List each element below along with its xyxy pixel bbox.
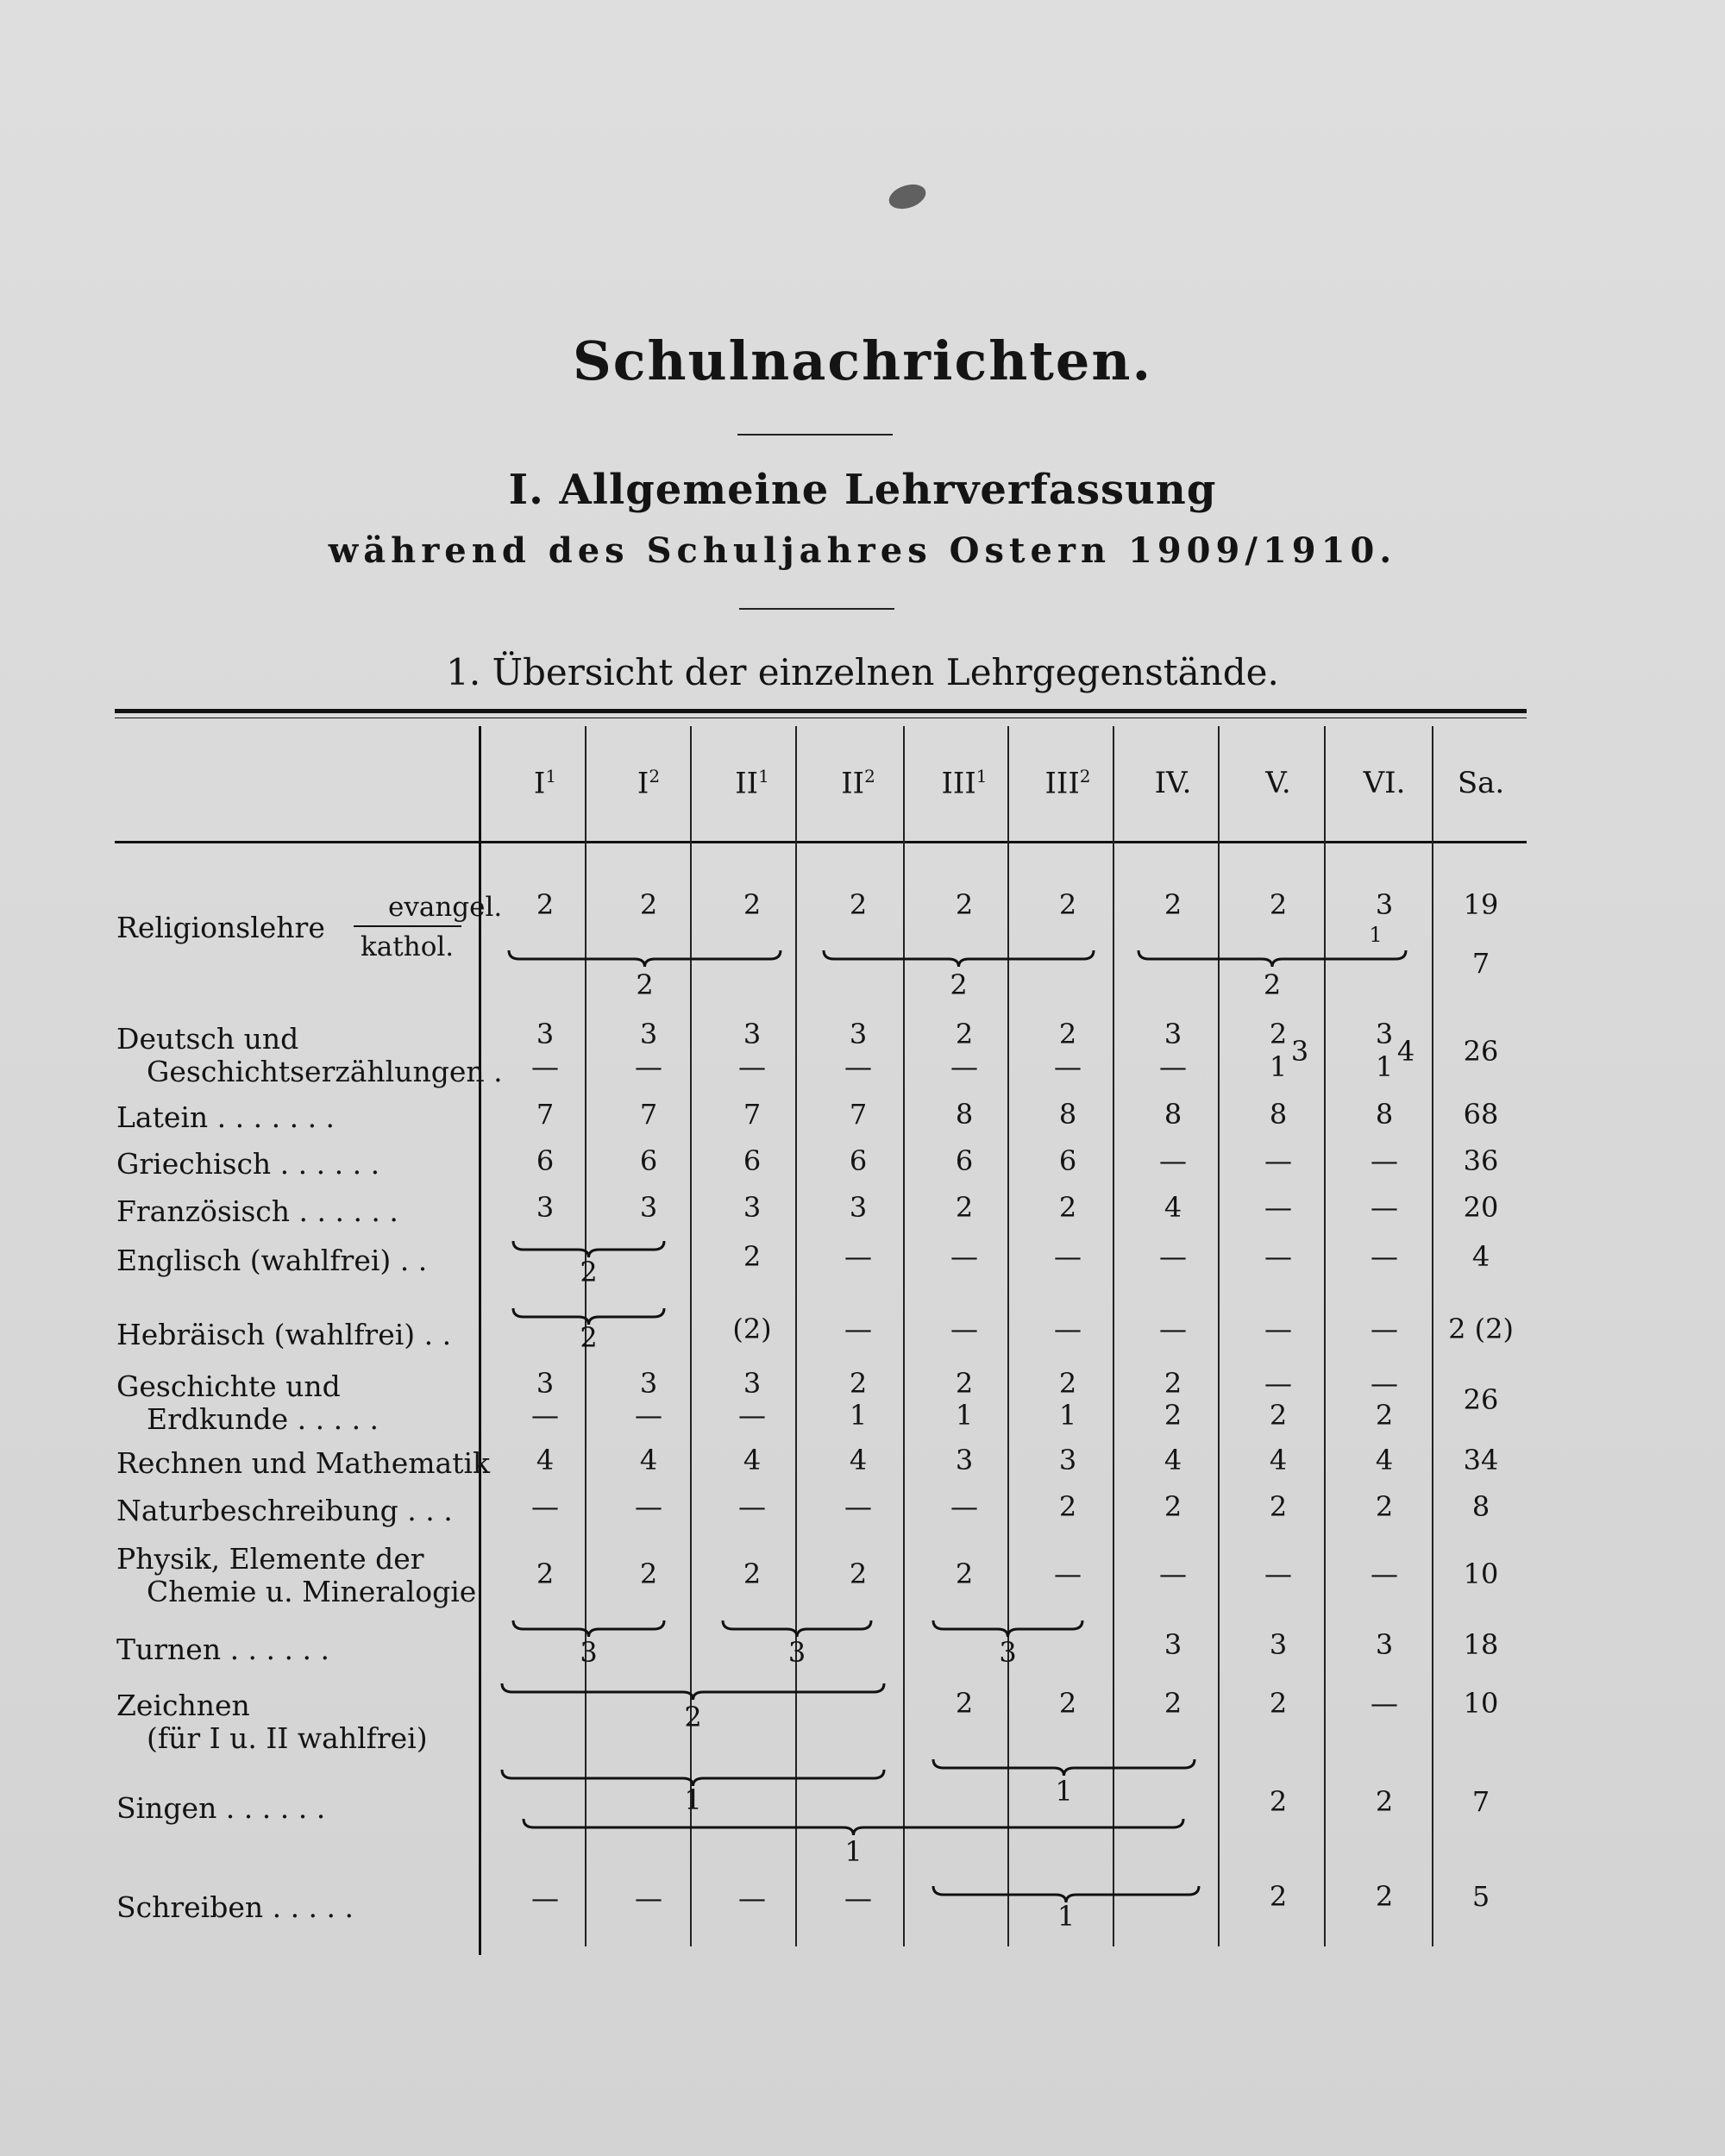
- column-header: [917, 766, 1012, 800]
- table-cell: 3: [849, 1191, 868, 1224]
- table-cell: 19: [1463, 888, 1499, 921]
- table-cell: —: [1264, 1557, 1292, 1590]
- table-cell: —: [1264, 1367, 1292, 1400]
- table-cell: 2: [955, 1687, 974, 1720]
- table-cell: 8: [1058, 1098, 1077, 1131]
- table-cell: 7: [743, 1098, 762, 1131]
- table-top-rule: [115, 709, 1527, 713]
- table-cell: 4: [1396, 1035, 1415, 1068]
- table-cell: 5: [1471, 1880, 1490, 1913]
- grouping-brace: [513, 1619, 664, 1638]
- section-divider: [739, 608, 894, 610]
- table-cell: 4: [536, 1444, 555, 1476]
- column-rule: [795, 726, 797, 1946]
- row-label: Geschichtserzählungen .: [147, 1055, 503, 1088]
- column-header: [1231, 766, 1326, 800]
- row-label: Erdkunde . . . . .: [147, 1402, 380, 1436]
- table-cell: —: [738, 1882, 766, 1915]
- column-rule: [903, 726, 905, 1946]
- table-cell: —: [1371, 1313, 1398, 1345]
- table-cell: 3: [1269, 1628, 1288, 1661]
- table-cell: —: [738, 1050, 766, 1083]
- table-cell: 8: [1375, 1098, 1394, 1131]
- table-cell: —: [1159, 1313, 1187, 1345]
- table-cell: 2: [955, 1367, 974, 1400]
- table-cell: 3: [639, 1367, 658, 1400]
- row-label: Griechisch . . . . . .: [116, 1147, 380, 1181]
- table-cell: 6: [639, 1144, 658, 1177]
- table-cell: 3: [536, 1367, 555, 1400]
- table-cell: 6: [849, 1144, 868, 1177]
- table-cell: 3: [639, 1018, 658, 1050]
- section-title: I. Allgemeine Lehrverfassung: [508, 466, 1217, 514]
- table-cell: 1: [684, 1783, 702, 1816]
- table-cell: 1: [955, 1399, 974, 1432]
- column-rule: [1432, 726, 1433, 1946]
- grouping-brace: [1138, 949, 1406, 968]
- column-header-superscript: 1: [758, 766, 769, 787]
- table-cell: 3: [1164, 1628, 1182, 1661]
- table-cell: 26: [1463, 1035, 1499, 1068]
- table-cell: —: [531, 1399, 559, 1432]
- table-cell: 2: [1269, 1687, 1288, 1720]
- table-cell: 2 (2): [1448, 1313, 1514, 1345]
- table-cell: —: [1264, 1144, 1292, 1177]
- main-title: Schulnachrichten.: [572, 329, 1153, 392]
- table-cell: 2: [1269, 1785, 1288, 1818]
- table-cell: 4: [1269, 1444, 1288, 1476]
- table-cell: 2: [955, 1018, 974, 1050]
- table-cell: 4: [1471, 1240, 1490, 1273]
- table-cell: —: [844, 1050, 872, 1083]
- table-cell: 2: [955, 1557, 974, 1590]
- table-cell: —: [531, 1490, 559, 1523]
- table-cell: 2: [1263, 968, 1282, 1001]
- column-header-superscript: 2: [864, 766, 875, 787]
- table-cell: 3: [1058, 1444, 1077, 1476]
- table-cell: —: [1054, 1240, 1082, 1273]
- table-cell: 2: [636, 968, 654, 1001]
- table-cell: 4: [1164, 1444, 1182, 1476]
- row-label: Zeichnen: [116, 1689, 250, 1722]
- table-cell: 3: [1290, 1035, 1309, 1068]
- table-cell: —: [1264, 1240, 1292, 1273]
- table-cell: 2: [1375, 1785, 1394, 1818]
- column-header-label: I: [533, 766, 546, 801]
- table-cell: 2: [1164, 1399, 1182, 1432]
- table-cell: 7: [1471, 1785, 1490, 1818]
- table-cell: 4: [849, 1444, 868, 1476]
- table-cell: 2: [743, 1557, 762, 1590]
- column-header-label: III: [941, 766, 976, 801]
- table-cell: 2: [743, 888, 762, 921]
- table-cell: 3: [536, 1018, 555, 1050]
- table-cell: 2: [1058, 1018, 1077, 1050]
- table-cell: 3: [1375, 1018, 1394, 1050]
- table-cell: 8: [1164, 1098, 1182, 1131]
- row-label: Deutsch und: [116, 1022, 299, 1056]
- row-label: Geschichte und: [116, 1369, 341, 1403]
- table-cell: 3: [1375, 1628, 1394, 1661]
- table-cell: 2: [1058, 1367, 1077, 1400]
- row-label: Physik, Elemente der: [116, 1542, 424, 1576]
- row-label: Französisch . . . . . .: [116, 1194, 398, 1228]
- table-cell: 7: [849, 1098, 868, 1131]
- column-header-label: II: [841, 766, 865, 801]
- table-cell: 2: [1375, 1880, 1394, 1913]
- row-label: Religionslehre: [116, 911, 325, 944]
- grouping-brace: [824, 949, 1094, 968]
- grouping-brace: [509, 949, 781, 968]
- table-cell: 2: [536, 1557, 555, 1590]
- table-cell: 7: [1471, 947, 1490, 980]
- table-cell: 1: [1369, 923, 1383, 947]
- table-cell: 36: [1463, 1144, 1499, 1177]
- grouping-brace: [502, 1682, 884, 1701]
- row-label: Rechnen und Mathematik: [116, 1446, 491, 1480]
- table-cell: —: [635, 1399, 662, 1432]
- table-title: 1. Übersicht der einzelnen Lehrgegenstände.: [446, 651, 1279, 693]
- table-cell: —: [635, 1490, 662, 1523]
- table-cell: 3: [1375, 888, 1394, 921]
- table-cell: 18: [1463, 1628, 1499, 1661]
- column-header: [1433, 766, 1528, 800]
- table-cell: —: [950, 1490, 978, 1523]
- table-cell: 1: [1055, 1775, 1073, 1808]
- table-cell: —: [635, 1050, 662, 1083]
- column-header: [811, 766, 906, 800]
- table-cell: 2: [1058, 888, 1077, 921]
- column-header-label: IV.: [1154, 766, 1192, 800]
- table-cell: —: [844, 1490, 872, 1523]
- table-cell: 3: [999, 1636, 1017, 1669]
- column-header: [1020, 766, 1115, 800]
- table-cell: 3: [743, 1367, 762, 1400]
- table-cell: 1: [1058, 1399, 1077, 1432]
- table-cell: 2: [1164, 888, 1182, 921]
- table-cell: 2: [849, 888, 868, 921]
- table-cell: 4: [639, 1444, 658, 1476]
- table-cell: 8: [955, 1098, 974, 1131]
- table-cell: 2: [1375, 1399, 1394, 1432]
- table-cell: 6: [536, 1144, 555, 1177]
- table-cell: 2: [580, 1321, 598, 1354]
- table-cell: —: [844, 1313, 872, 1345]
- title-divider: [737, 434, 893, 436]
- table-cell: —: [950, 1050, 978, 1083]
- table-cell: 1: [1375, 1050, 1394, 1083]
- table-cell: (2): [732, 1313, 772, 1345]
- column-header: [1126, 766, 1220, 800]
- table-cell: 8: [1471, 1490, 1490, 1523]
- table-cell: 68: [1463, 1098, 1499, 1131]
- row-label: Latein . . . . . . .: [116, 1100, 336, 1134]
- table-cell: —: [1159, 1557, 1187, 1590]
- table-cell: 3: [955, 1444, 974, 1476]
- grouping-brace: [723, 1619, 871, 1638]
- column-header-superscript: 1: [545, 766, 557, 787]
- table-cell: 1: [1269, 1050, 1288, 1083]
- table-cell: 2: [684, 1701, 702, 1733]
- table-cell: 2: [1164, 1367, 1182, 1400]
- column-rule: [690, 726, 692, 1946]
- table-cell: 2: [639, 888, 658, 921]
- table-cell: 3: [536, 1191, 555, 1224]
- row-label: Chemie u. Mineralogie: [147, 1575, 477, 1608]
- table-cell: 2: [743, 1240, 762, 1273]
- column-rule: [1218, 726, 1220, 1946]
- table-cell: 2: [639, 1557, 658, 1590]
- table-cell: —: [1371, 1144, 1398, 1177]
- table-cell: —: [1371, 1557, 1398, 1590]
- column-header-label: VI.: [1363, 766, 1406, 800]
- column-header: [705, 766, 800, 800]
- table-cell: 10: [1463, 1687, 1499, 1720]
- table-cell: —: [1371, 1191, 1398, 1224]
- row-label: Schreiben . . . . .: [116, 1890, 354, 1924]
- table-cell: 2: [1269, 1880, 1288, 1913]
- ink-smudge: [886, 180, 929, 213]
- row-label: kathol.: [361, 931, 455, 962]
- table-cell: 6: [1058, 1144, 1077, 1177]
- table-cell: —: [1054, 1313, 1082, 1345]
- table-cell: 20: [1463, 1191, 1499, 1224]
- table-cell: 2: [1164, 1490, 1182, 1523]
- table-cell: 7: [639, 1098, 658, 1131]
- table-cell: 1: [844, 1835, 862, 1868]
- table-cell: —: [1159, 1144, 1187, 1177]
- table-cell: 3: [639, 1191, 658, 1224]
- table-cell: —: [844, 1882, 872, 1915]
- table-cell: 3: [743, 1018, 762, 1050]
- table-cell: —: [1264, 1313, 1292, 1345]
- table-cell: 2: [849, 1367, 868, 1400]
- column-header-superscript: 1: [975, 766, 988, 787]
- row-label: evangel.: [388, 892, 503, 923]
- table-cell: —: [738, 1490, 766, 1523]
- table-cell: —: [635, 1882, 662, 1915]
- row-label: Englisch (wahlfrei) . .: [116, 1244, 428, 1277]
- row-label: Hebräisch (wahlfrei) . .: [116, 1318, 452, 1351]
- table-cell: 1: [1057, 1900, 1076, 1933]
- table-cell: 2: [1375, 1490, 1394, 1523]
- column-header: [1337, 766, 1432, 800]
- column-header-superscript: 2: [1079, 766, 1091, 787]
- table-cell: —: [1371, 1240, 1398, 1273]
- table-cell: 26: [1463, 1383, 1499, 1416]
- table-cell: —: [1054, 1050, 1082, 1083]
- table-cell: 34: [1463, 1444, 1499, 1476]
- table-cell: 3: [743, 1191, 762, 1224]
- grouping-brace: [524, 1817, 1183, 1836]
- table-cell: —: [1159, 1050, 1187, 1083]
- table-cell: 2: [955, 888, 974, 921]
- table-cell: 3: [1164, 1018, 1182, 1050]
- row-label: Turnen . . . . . .: [116, 1633, 329, 1666]
- column-header: [601, 766, 696, 800]
- table-cell: 2: [1058, 1687, 1077, 1720]
- table-cell: 3: [849, 1018, 868, 1050]
- column-header-label: I: [637, 766, 649, 801]
- table-cell: —: [844, 1240, 872, 1273]
- table-cell: 6: [743, 1144, 762, 1177]
- section-subtitle: während des Schuljahres Ostern 1909/1910.: [328, 530, 1397, 571]
- table-cell: 2: [955, 1191, 974, 1224]
- table-cell: 7: [536, 1098, 555, 1131]
- table-cell: 4: [743, 1444, 762, 1476]
- table-cell: 1: [849, 1399, 868, 1432]
- label-fraction-rule: [354, 925, 461, 927]
- table-cell: 2: [1058, 1490, 1077, 1523]
- table-cell: 4: [1164, 1191, 1182, 1224]
- table-cell: 8: [1269, 1098, 1288, 1131]
- column-rule: [1324, 726, 1326, 1946]
- table-cell: 3: [787, 1636, 806, 1669]
- table-cell: 2: [1269, 1399, 1288, 1432]
- table-cell: 2: [580, 1256, 598, 1288]
- table-cell: —: [950, 1240, 978, 1273]
- column-header: [498, 766, 593, 800]
- table-cell: —: [531, 1050, 559, 1083]
- grouping-brace: [933, 1758, 1195, 1777]
- table-cell: 4: [1375, 1444, 1394, 1476]
- row-label: (für I u. II wahlfrei): [147, 1721, 428, 1755]
- column-header-label: V.: [1265, 766, 1291, 800]
- column-header-label: II: [735, 766, 759, 801]
- header-rule: [115, 841, 1527, 843]
- table-cell: —: [531, 1882, 559, 1915]
- table-cell: 2: [1269, 888, 1288, 921]
- table-cell: —: [1371, 1367, 1398, 1400]
- table-cell: 2: [1269, 1018, 1288, 1050]
- table-cell: —: [950, 1313, 978, 1345]
- row-label: Singen . . . . . .: [116, 1791, 326, 1825]
- column-header-label: Sa.: [1457, 766, 1505, 800]
- table-cell: 6: [955, 1144, 974, 1177]
- table-cell: 10: [1463, 1557, 1499, 1590]
- table-cell: —: [1054, 1557, 1082, 1590]
- row-label: Naturbeschreibung . . .: [116, 1494, 453, 1527]
- table-cell: —: [1264, 1191, 1292, 1224]
- table-cell: —: [738, 1399, 766, 1432]
- table-cell: 2: [1164, 1687, 1182, 1720]
- table-cell: 2: [1058, 1191, 1077, 1224]
- column-header-label: III: [1044, 766, 1080, 801]
- table-cell: 2: [849, 1557, 868, 1590]
- table-cell: —: [1371, 1687, 1398, 1720]
- grouping-brace: [933, 1619, 1082, 1638]
- table-cell: 2: [536, 888, 555, 921]
- table-cell: —: [1159, 1240, 1187, 1273]
- table-cell: 2: [1269, 1490, 1288, 1523]
- table-cell: 2: [950, 968, 968, 1001]
- table-cell: 3: [580, 1636, 598, 1669]
- column-header-superscript: 2: [649, 766, 661, 787]
